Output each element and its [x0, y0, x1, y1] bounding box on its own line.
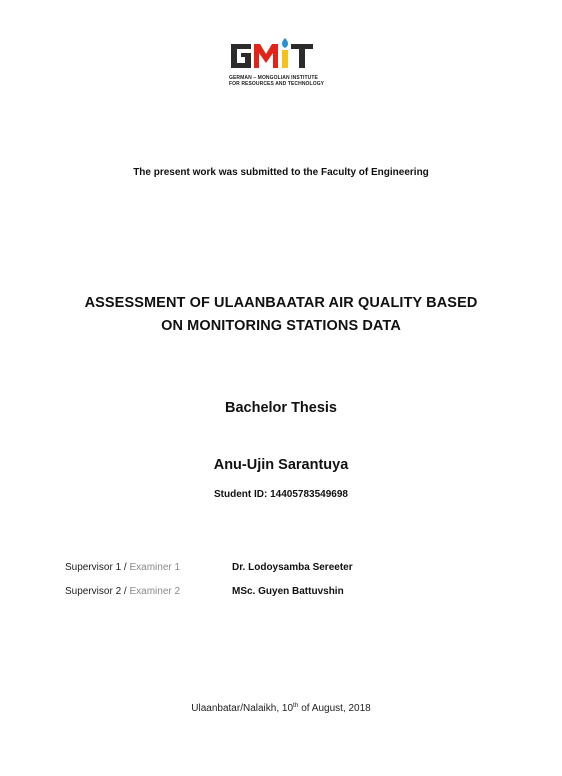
- place-date-suffix: of August, 2018: [298, 703, 371, 714]
- thesis-type: Bachelor Thesis: [224, 400, 337, 416]
- author-name: Anu-Ujin Sarantuya: [213, 457, 349, 473]
- logo-letter-m: [254, 44, 278, 68]
- supervisor-name-1: Dr. Lodoysamba Sereeter: [232, 562, 353, 573]
- logo-caption-line2: FOR RESOURCES AND TECHNOLOGY: [229, 81, 325, 87]
- supervisor-row-1: [65, 562, 505, 576]
- logo-letter-g: [231, 44, 251, 68]
- supervisor-separator-1: /: [121, 562, 130, 573]
- thesis-title: [0, 292, 562, 338]
- supervisor-role-1: [65, 562, 180, 573]
- submitted-statement: The present work was submitted to the Faculty of Engineering: [133, 167, 429, 178]
- logo-letter-i: [282, 50, 288, 68]
- place-and-date: [0, 702, 562, 714]
- gmit-logo-mark: [229, 36, 335, 76]
- place-date-prefix: Ulaanbatar/Nalaikh, 10: [191, 703, 294, 714]
- supervisor-label-2: Supervisor 2: [65, 586, 122, 597]
- supervisor-role-2: [65, 586, 180, 597]
- logo-caption-line1: GERMAN – MONGOLIAN INSTITUTE: [229, 75, 318, 81]
- place-date-ordinal: th: [293, 702, 299, 709]
- thesis-title-line1: ASSESSMENT OF ULAANBAATAR AIR QUALITY BASED: [84, 295, 478, 311]
- supervisor-name-2: MSc. Guyen Battuvshin: [232, 586, 344, 597]
- logo-flame-icon: [282, 38, 288, 48]
- student-id: Student ID: 14405783549698: [214, 489, 348, 500]
- examiner-label-2: Examiner 2: [129, 586, 181, 597]
- supervisor-row-2: [65, 586, 505, 600]
- logo-caption: [229, 75, 369, 87]
- thesis-title-line2: ON MONITORING STATIONS DATA: [161, 318, 401, 334]
- supervisor-separator-2: /: [121, 586, 130, 597]
- examiner-label-1: Examiner 1: [129, 562, 181, 573]
- supervisor-label-1: Supervisor 1: [65, 562, 122, 573]
- logo-letter-t: [291, 44, 313, 68]
